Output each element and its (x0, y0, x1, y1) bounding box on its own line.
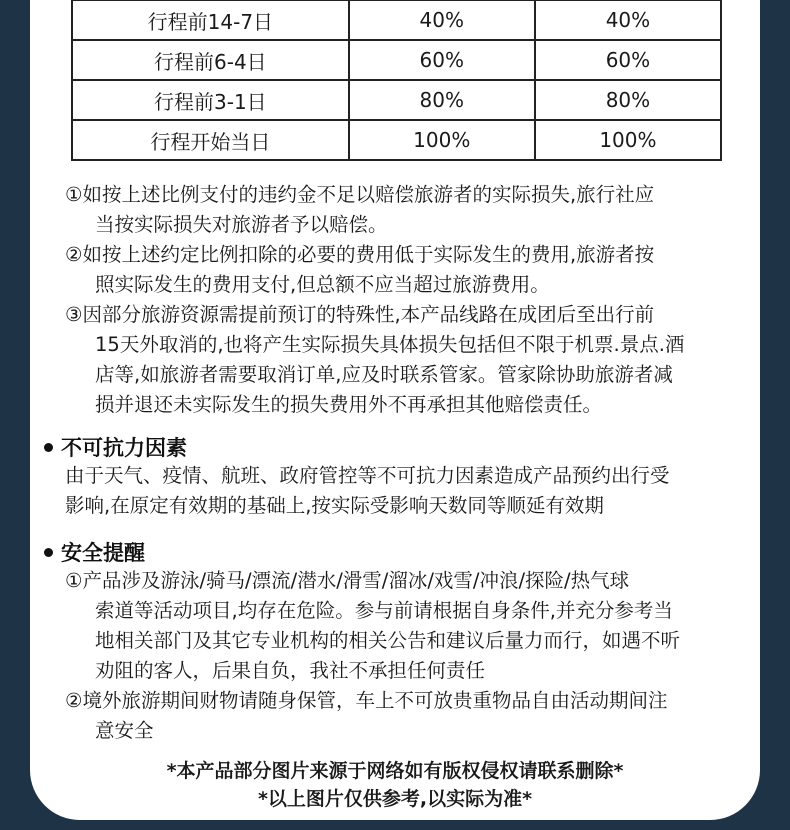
table-row (72, 0, 721, 40)
period-cell: 行程前14-7日 (72, 0, 349, 40)
note-line: 损并退还未实际发生的损失费用外不再承担其他赔偿责任。 (95, 393, 603, 416)
disclaimer-line: *本产品部分图片来源于网络如有版权侵权请联系删除* (166, 760, 624, 782)
rate-cell: 60% (349, 40, 535, 80)
refund-notes (65, 180, 750, 420)
disclaimer-footer (30, 757, 760, 813)
safety-line: ①产品涉及游泳/骑马/漂流/潜水/滑雪/溜冰/戏雪/冲浪/探险/热气球 (65, 569, 630, 592)
rate-cell: 80% (349, 80, 535, 120)
note-line: 照实际发生的费用支付,但总额不应当超过旅游费用。 (95, 273, 550, 296)
period-cell: 行程开始当日 (72, 120, 349, 160)
rate-cell: 40% (535, 0, 721, 40)
table-row (72, 80, 721, 120)
paragraph (65, 461, 750, 521)
content-card (30, 0, 760, 820)
period-cell: 行程前3-1日 (72, 80, 349, 120)
note-item (65, 180, 750, 240)
period-cell: 行程前6-4日 (72, 40, 349, 80)
text-line: 影响,在原定有效期的基础上,按实际受影响天数同等顺延有效期 (65, 494, 604, 517)
safety-line: 索道等活动项目,均存在危险。参与前请根据自身条件,并充分参考当 (95, 599, 673, 622)
note-line: ①如按上述比例支付的违约金不足以赔偿旅游者的实际损失,旅行社应 (65, 183, 655, 206)
note-line: ③因部分旅游资源需提前预订的特殊性,本产品线路在成团后至出行前 (65, 303, 655, 326)
note-item (65, 240, 750, 300)
note-item (65, 300, 750, 420)
note-line: ②如按上述约定比例扣除的必要的费用低于实际发生的费用,旅游者按 (65, 243, 655, 266)
text-line: 由于天气、疫情、航班、政府管控等不可抗力因素造成产品预约出行受 (65, 464, 670, 487)
safety-line: 意安全 (95, 719, 154, 742)
safety-items (65, 566, 750, 746)
bullet-icon (44, 443, 53, 452)
safety-line: 地相关部门及其它专业机构的相关公告和建议后量力而行，如遇不听 (95, 629, 681, 652)
rate-cell: 100% (349, 120, 535, 160)
safety-item (65, 566, 750, 686)
bullet-icon (44, 548, 53, 557)
rate-cell: 60% (535, 40, 721, 80)
rate-cell: 100% (535, 120, 721, 160)
rate-cell: 80% (535, 80, 721, 120)
safety-line: 劝阻的客人，后果自负，我社不承担任何责任 (95, 659, 486, 682)
safety-line: ②境外旅游期间财物请随身保管，车上不可放贵重物品自由活动期间注 (65, 689, 668, 712)
table-row (72, 40, 721, 80)
note-line: 15天外取消的,也将产生实际损失具体损失包括但不限于机票.景点.酒 (95, 333, 685, 356)
force-majeure-heading (44, 432, 187, 462)
heading-text: 安全提醒 (61, 541, 145, 565)
heading-text: 不可抗力因素 (61, 436, 187, 460)
note-line: 店等,如旅游者需要取消订单,应及时联系管家。管家除协助旅游者减 (95, 363, 673, 386)
safety-item (65, 686, 750, 746)
force-majeure-text (65, 461, 750, 521)
rate-cell: 40% (349, 0, 535, 40)
refund-table (71, 0, 722, 161)
safety-heading (44, 537, 145, 567)
disclaimer-line: *以上图片仅供参考,以实际为准* (257, 788, 533, 810)
note-line: 当按实际损失对旅游者予以赔偿。 (95, 213, 388, 236)
table-row (72, 120, 721, 160)
